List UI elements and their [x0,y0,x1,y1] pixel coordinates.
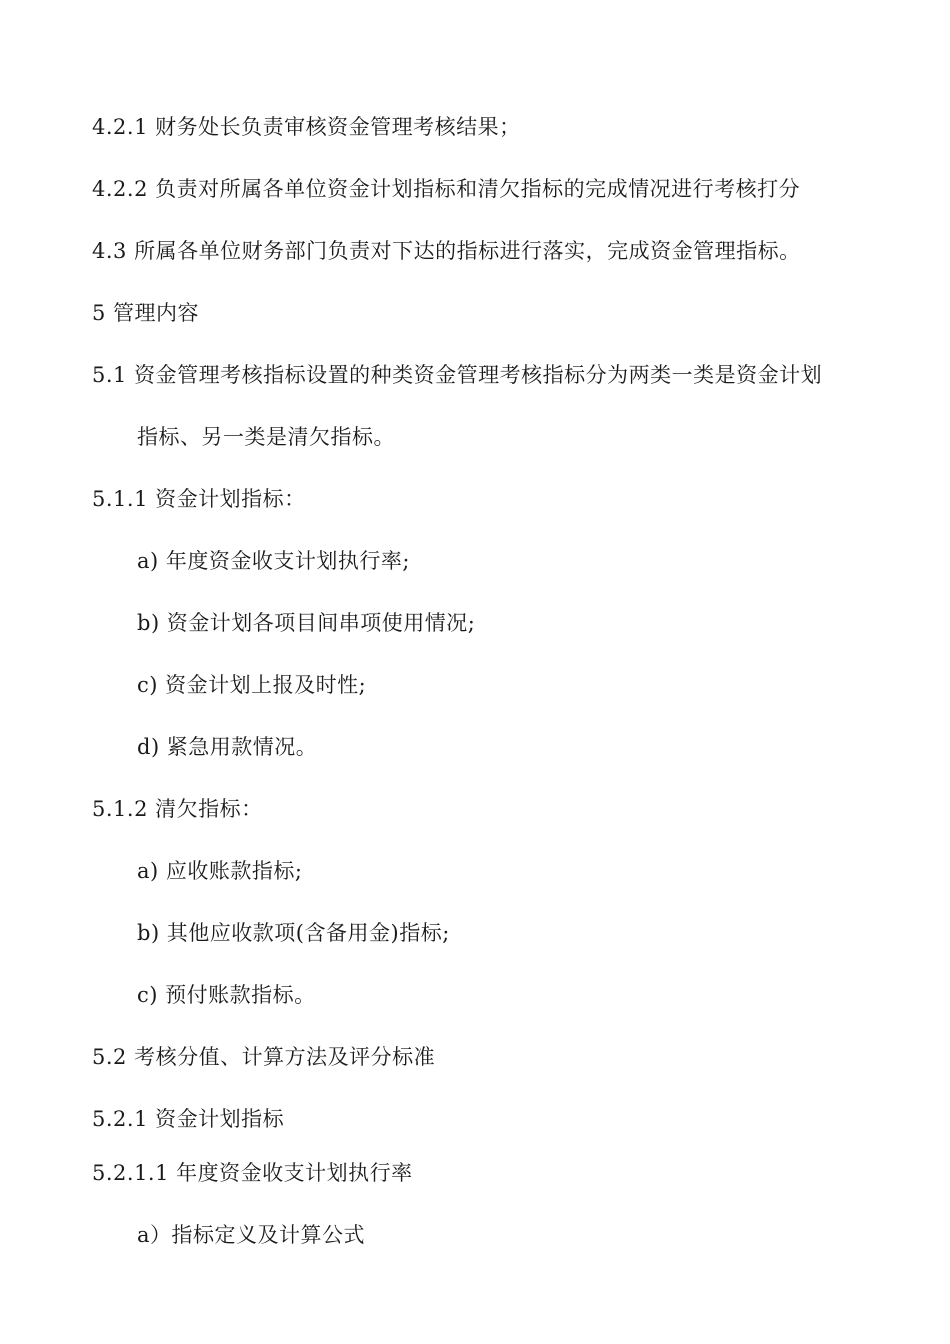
list-item: b) 其他应收款项(含备用金)指标; [137,921,450,945]
list-item: a) 年度资金收支计划执行率; [137,549,410,573]
clause-4-2-1: 4.2.1 财务处长负责审核资金管理考核结果； [92,115,521,139]
clause-5-2-1-1: 5.2.1.1 年度资金收支计划执行率 [92,1161,413,1185]
clause-4-2-2: 4.2.2 负责对所属各单位资金计划指标和清欠指标的完成情况进行考核打分 [92,177,801,201]
clause-5-1-continuation: 指标、另一类是清欠指标。 [137,425,395,449]
clause-5-1: 5.1 资金管理考核指标设置的种类资金管理考核指标分为两类一类是资金计划 [92,363,823,387]
list-item: b) 资金计划各项目间串项使用情况; [137,611,476,635]
clause-5-2-1: 5.2.1 资金计划指标 [92,1107,285,1131]
clause-5-1-2: 5.1.2 清欠指标： [92,797,263,821]
list-item: c) 预付账款指标。 [137,983,316,1007]
section-5-heading: 5 管理内容 [92,301,200,325]
list-item: c) 资金计划上报及时性; [137,673,367,697]
clause-5-2: 5.2 考核分值、计算方法及评分标准 [92,1045,436,1069]
list-item: a) 应收账款指标; [137,859,303,883]
list-item: d) 紧急用款情况。 [137,735,318,759]
list-item: a）指标定义及计算公式 [137,1223,366,1247]
clause-5-1-1: 5.1.1 资金计划指标： [92,487,306,511]
clause-4-3: 4.3 所属各单位财务部门负责对下达的指标进行落实，完成资金管理指标。 [92,239,801,263]
